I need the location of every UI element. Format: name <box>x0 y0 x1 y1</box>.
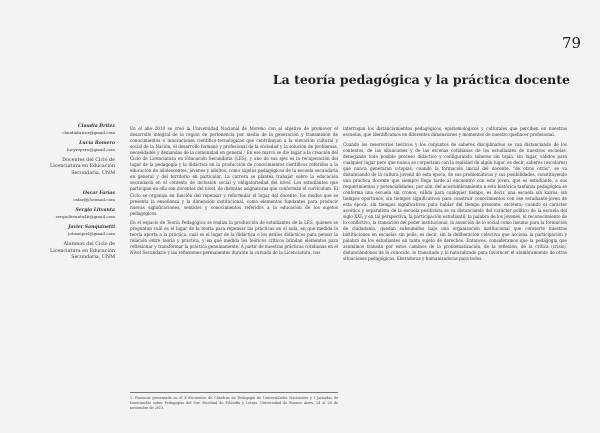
author-name: Sergio Litvanta <box>75 208 115 214</box>
author-name: Javier Sanquinetti <box>68 225 115 231</box>
author-email: lucyropero@gmail.com <box>66 147 115 152</box>
paragraph: Cuando los reservorios teóricos y los conjuntos de saberes disciplinarios se van distanciando de los contextos, de las situaciones y de las escenas cotidianas de los estudiantes de nuestras escuelas, denegando todo posible proceso didáctico y configurando saberes sin topía, sin lugar, válidos para cualquier lugar pero que nunca se corporizan con la realidad de algún lugar, es decir, saberes (escolares) que nunca generaran u-topías; cuando la formación inicial del docente, "de otros otrás", se va distanciando de la cultura juvenil de esta época, de sus problemáticas y sus posibilidades, constituyendo una práctica docente que siempre llega tarde al encuentro con este joven, que es estudiante, a sus requerimientos y potencialidades; por aún, del acostumbramiento a esta histórica tanfanza pedagógica se conforma una escuela sin cronos, válida para cualquier tiempo, es decir, una escuela sin kairos, sin tiempos oportunos, sin tiempos significativos para construir conocimientos con ese estudiante-joven de esta época, sin tiempos significativos para hablar del tiempo presente, etcétera; cuando el carácter ascético y separatista de la escuela positivista se va distanciando del carácter político de la escuela del siglo XXI; y en tal perspectiva, la participación estudiantil, la palabra de los jóvenes, el reconocimiento de lo conflictivo, la transición del poder institucional, la asunción de lo social como insumo para la formación de ciudadanía, quedan subsumidos bajo una organización institucional que convierte nuestras instituciones en escuelas sin polis, es decir, sin la deliberación colectiva que acciona la participación y palabra de los estudiantes en tanto sujeto de derechos. Entonces, consideramos que la pedagogía que asumimos transita por estos caminos de la problematización, de la reflexión, de la crítica (crisis), distanciándonos de lo conocido, lo transitado y lo naturalizado para favorecer el alumbramiento de otras situaciones pedagógicas, liberadoras y humanizadoras para todos. <box>343 141 567 262</box>
author-name: Lucía Romero <box>79 141 115 146</box>
author-sidebar <box>35 124 115 261</box>
affiliation-teachers: Docentes del Ciclo de Licenciatura en Educación Secundaria, UNM <box>50 158 115 176</box>
body-column-right <box>343 126 567 263</box>
author-name: Oscar Farías <box>82 191 115 197</box>
paragraph: interrogan los distanciamientos pedagógicos, epistemológicos y culturales que perciben en nuestras escuelas, que identificamos en diferentes dimensiones y momentos de nuestro quehacer profesional. <box>343 126 567 138</box>
author-email: sergiolitvanta46@gmail.com <box>55 214 115 220</box>
author-name: Claudia Britez <box>78 124 115 129</box>
footnote: 1. Ponencia presentada en el X Encuentro de Cátedras de Pedagogía de Universidades Nacionales y I Jornadas de Intercambio sobre Pedagogías del Sur. Facultad de Filosofía y Letras, Universidad de Buenos Aires, 24 al 26 de noviembre de 2015. <box>130 392 338 410</box>
paragraph: En el año 2010 se creó la Universidad Nacional de Moreno con el objetivo de promover el desarrollo integral de la región de pertenencia por medio de la generación y transmisión de conocimientos e innovaciones científico-tecnológicas que contribuyan a la elevación cultural y social de la Nación, el desarrollo humano y profesional de la sociedad y la solución de problemas, necesidades y demandas de la comunidad en general.¹ En ese marco se dio lugar a la creación del Ciclo de Licenciatura en Educación Secundaria (LES), y uno de sus ejes es la recuperación del lugar de la pedagogía y la didáctica en la producción de conocimientos científicos referidos a la educación de adolescentes, jóvenes y adultos, como sujetos pedagógicos de la escuela secundaria en general y del territorio en particular. La carrera se plantea trabajar sobre la educación secundaria en el contexto de inclusión social y obligatoriedad del nivel. Los estudiantes que participan en ella son docentes del nivel, de distintas asignaturas que conforman el currículum. El Ciclo se organiza en función del repensar y reformular el lugar del docente, los modos que se presenta la enseñanza y la dimensión institucional, como elementos fundantes para producir nuevas significaciones, sentidos y conocimientos referidos a la educación de los sujetos pedagógicos. <box>130 126 338 216</box>
page-number: 79 <box>562 34 582 52</box>
article-title: La teoría pedagógica y la práctica docente <box>272 72 570 87</box>
author-email: osfarf@hotmail.com <box>73 197 115 203</box>
body-column-left <box>130 126 338 256</box>
author-email: jotasequel@gmail.com <box>68 231 115 237</box>
author-email: claudiabritez@gmail.com <box>62 130 115 135</box>
affiliation-students: Alumnos del Ciclo de Licenciatura en Educación Secundaria, UNM <box>50 242 115 261</box>
paragraph: En el espacio de Teoría Pedagógica se realiza la producción de estudiantes de la LES, quienes se preguntan cuál es el lugar de la teoría para repensar las prácticas en el aula, en qué medida la teoría aporta a la práctica, cuál es el lugar de la didáctica o los estilos didácticos para pensar la relación entre teoría y práctica, y en qué medida los teóricos críticos brindan elementos para reflexionar y transformar la práctica genuinamente. A partir de nuestras prácticas cotidianas en el Nivel Secundario y las reflexiones permanentes durante la cursada de la Licenciatura, nos <box>130 220 339 256</box>
